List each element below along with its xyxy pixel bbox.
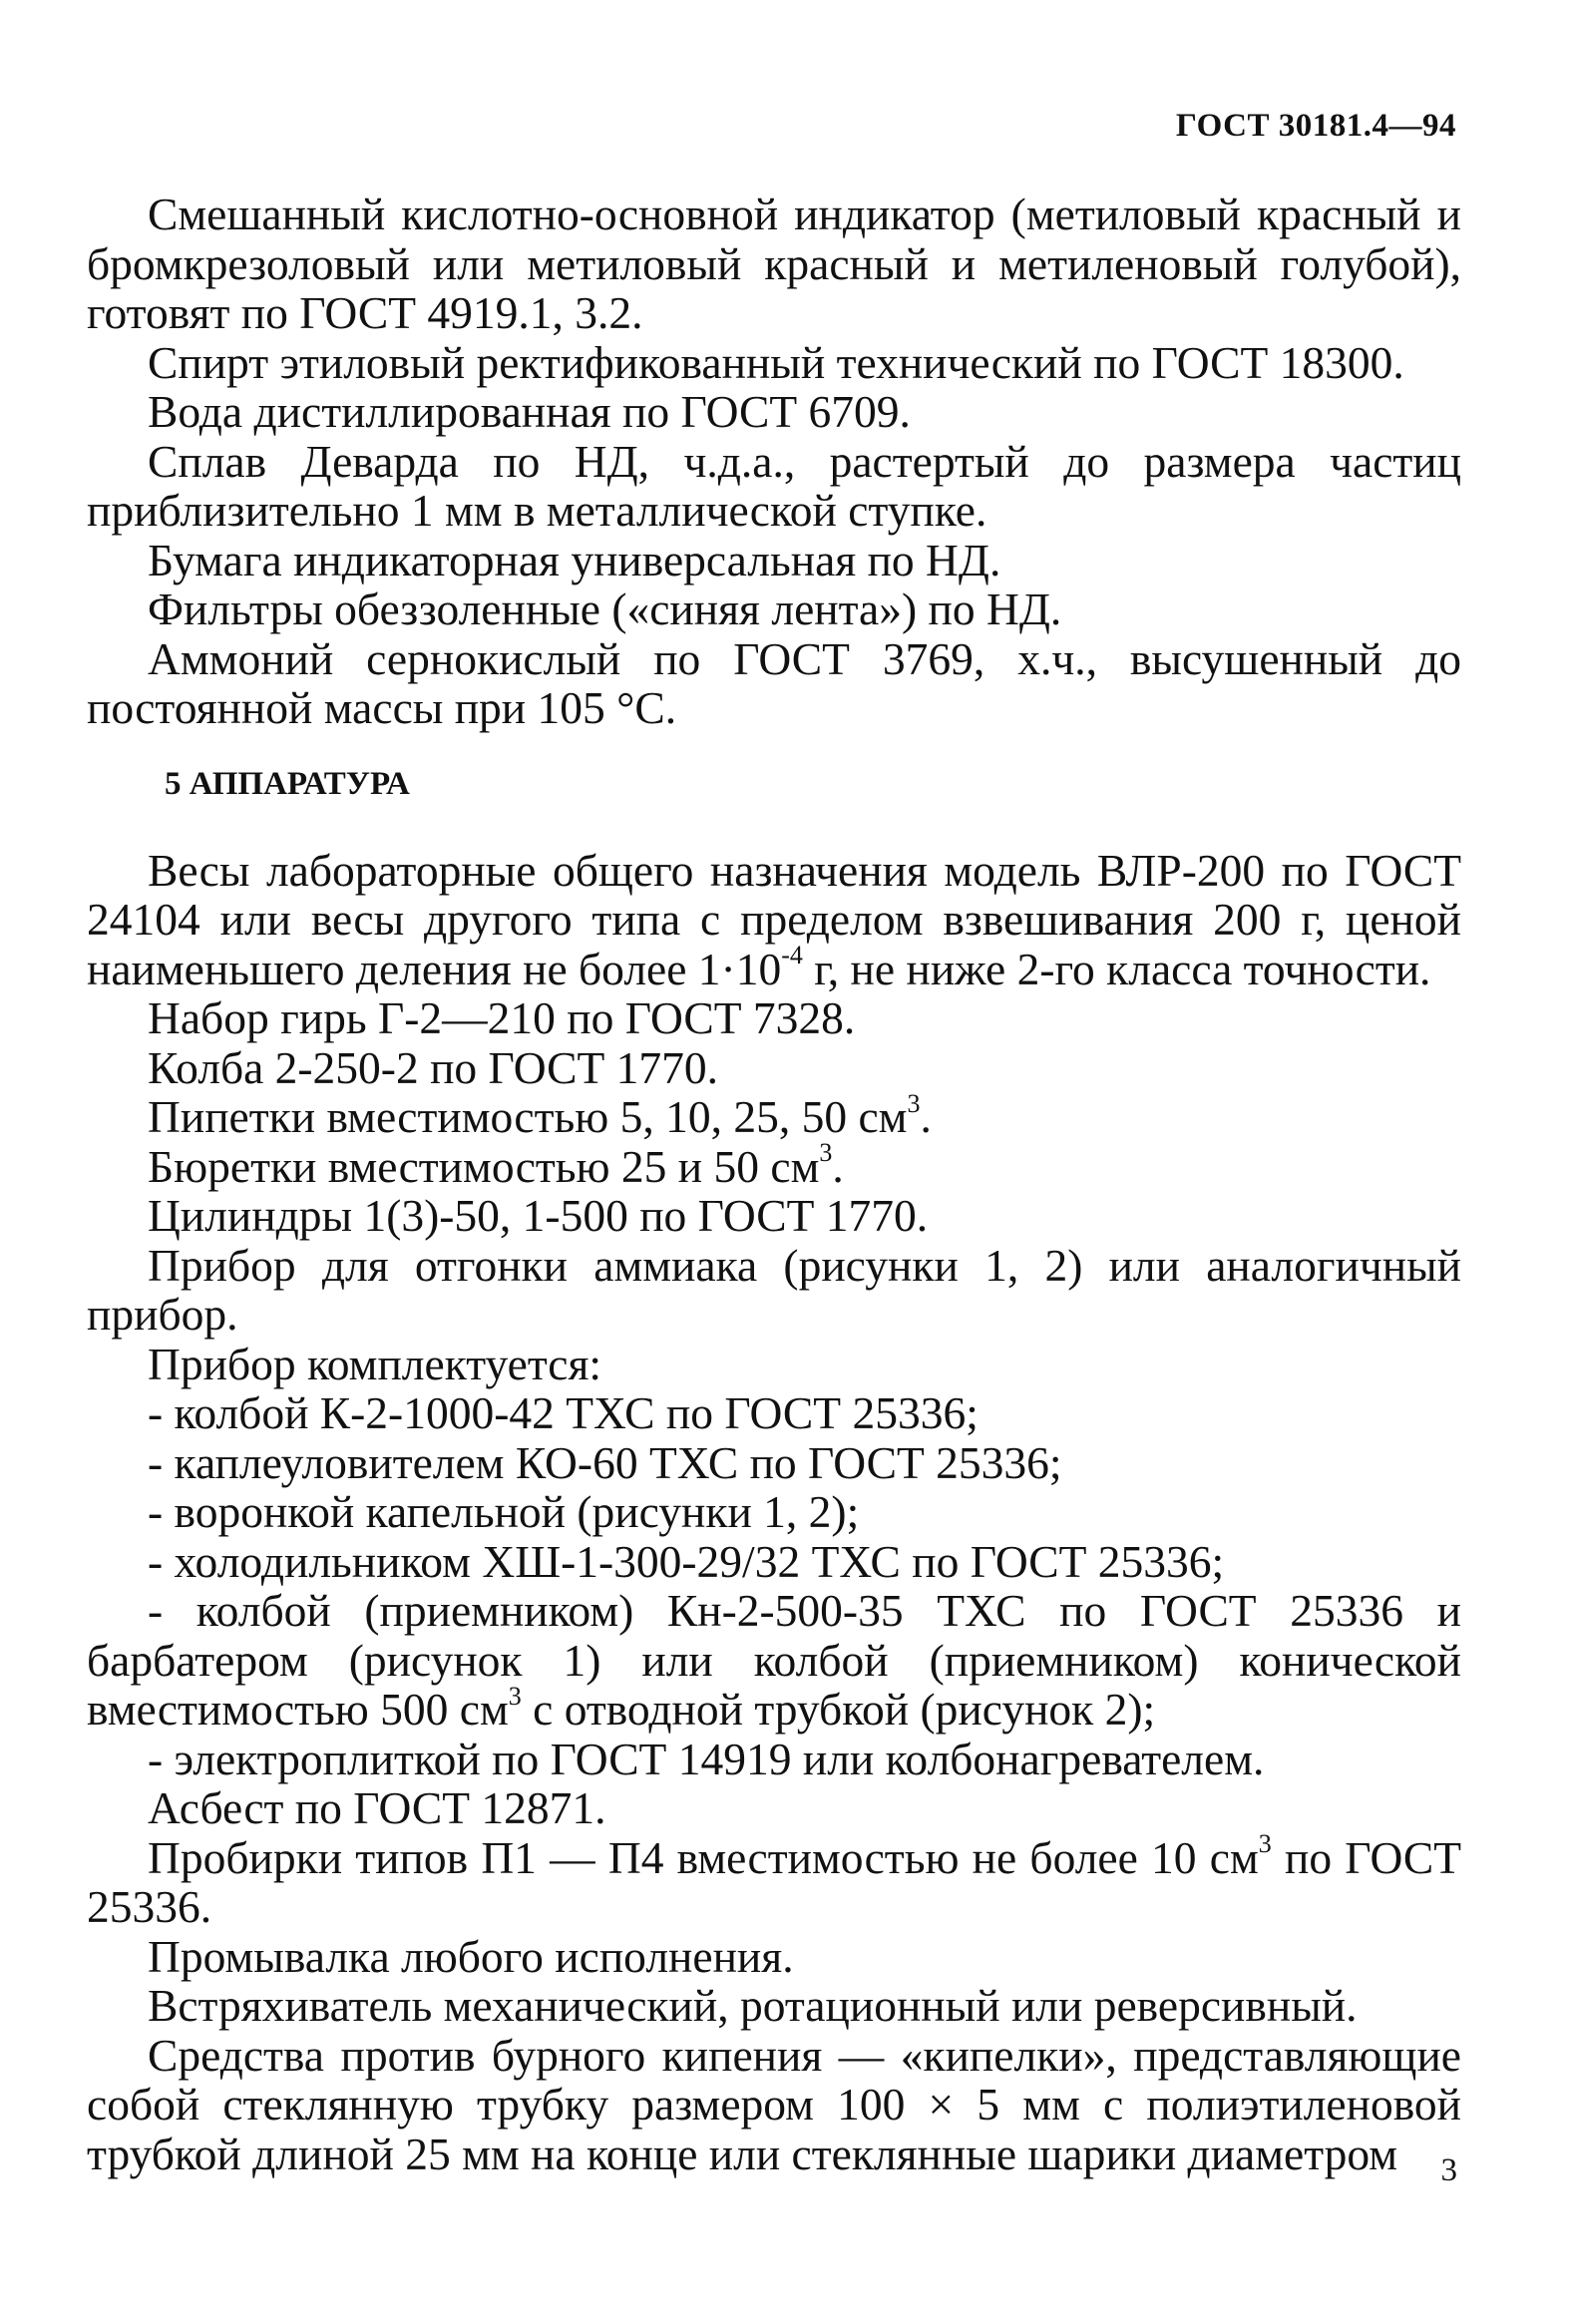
document-header (1176, 108, 1456, 145)
list-item: - электроплиткой по ГОСТ 14919 или колбонагревателем. (148, 1733, 1265, 1784)
list-item-receiver (87, 1586, 1461, 1735)
paragraph-boiling-chips: Средства против бурного кипения — «кипелки», представляющие собой стеклянную трубку размером 100 × 5 мм с полиэтиленовой трубкой длиной 25 мм на конце или стеклянные шарики диаметром (87, 2029, 1461, 2179)
tubes-text: Пробирки типов П1 — П4 вместимостью не более 10 см (148, 1831, 1259, 1883)
paragraph-distilled-water: Вода дистиллированная по ГОСТ 6709. (148, 386, 911, 437)
scales-exponent: -4 (781, 941, 803, 970)
paragraph-indicator-paper: Бумага индикаторная универсальная по НД. (148, 534, 1001, 585)
scales-text: Весы лабораторные общего назначения модель ВЛР-200 по ГОСТ 24104 или весы другого типа с пределом взвешивания 200 г, ценой наименьшего деления не более 1·10 (87, 844, 1461, 994)
section-heading-apparatus: 5 АППАРАТУРА (165, 765, 410, 802)
pipettes-exponent: 3 (907, 1088, 921, 1118)
kit-list (87, 1388, 1461, 1783)
paragraph-flask: Колба 2-250-2 по ГОСТ 1770. (148, 1041, 719, 1093)
paragraph-pipettes (87, 1088, 1461, 1142)
burettes-text-end: . (832, 1140, 844, 1192)
list-item: - воронкой капельной (рисунки 1, 2); (148, 1486, 860, 1537)
pipettes-text-end: . (920, 1091, 932, 1142)
paragraph-mixed-indicator: Смешанный кислотно-основной индикатор (метиловый красный и бромкрезоловый или метиловый красный и метиленовый голубой), готовят по ГОСТ 4919.1, 3.2. (87, 189, 1461, 338)
paragraph-test-tubes (87, 1829, 1462, 1932)
paragraph-burettes (87, 1138, 1461, 1192)
paragraph-kit-intro: Прибор комплектуется: (148, 1338, 602, 1389)
pipettes-text: Пипетки вместимостью 5, 10, 25, 50 см (148, 1091, 908, 1142)
paragraph-lab-scales (87, 846, 1461, 994)
paragraph-weights-set: Набор гирь Г-2—210 по ГОСТ 7328. (148, 992, 856, 1043)
receiver-text: - колбой (приемником) Кн-2-500-35 ТХС по ГОСТ 25336 и барбатером (рисунок 1) или колбой (приемником) конической вместимостью 500 см (87, 1585, 1461, 1735)
standard-id: ГОСТ 30181.4—94 (1175, 108, 1456, 144)
tubes-text-end: по ГОСТ 25336. (87, 1831, 1462, 1932)
paragraph-cylinders: Цилиндры 1(3)-50, 1-500 по ГОСТ 1770. (148, 1190, 929, 1241)
receiver-text-end: с отводной трубкой (рисунок 2); (521, 1684, 1156, 1735)
list-item: - холодильником ХШ-1-300-29/32 ТХС по ГОСТ 25336; (148, 1535, 1225, 1587)
burettes-text: Бюретки вместимостью 25 и 50 см (148, 1140, 820, 1192)
scales-text-end: г, не ниже 2-го класса точности. (802, 943, 1431, 994)
paragraph-ammonium-sulfate: Аммоний сернокислый по ГОСТ 3769, х.ч., высушенный до постоянной массы при 105 °С. (87, 632, 1461, 733)
paragraph-wash-bottle: Промывалка любого исполнения. (148, 1930, 794, 1982)
list-item: - колбой К-2-1000-42 ТХС по ГОСТ 25336; (148, 1387, 979, 1438)
receiver-exponent: 3 (508, 1681, 522, 1711)
paragraph-ethyl-alcohol: Спирт этиловый ректификованный технический по ГОСТ 18300. (148, 336, 1404, 388)
list-item: - каплеуловителем КО-60 ТХС по ГОСТ 25336; (148, 1436, 1062, 1488)
paragraph-ammonia-distillation-device: Прибор для отгонки аммиака (рисунки 1, 2) или аналогичный прибор. (87, 1239, 1461, 1340)
page-number: 3 (1440, 2152, 1457, 2188)
paragraph-asbestos: Асбест по ГОСТ 12871. (148, 1782, 606, 1833)
paragraph-shaker: Встряхиватель механический, ротационный или реверсивный. (148, 1980, 1358, 2031)
paragraph-ashless-filters: Фильтры обеззоленные («синяя лента») по НД. (148, 583, 1062, 634)
document-body (87, 190, 1461, 2178)
burettes-exponent: 3 (819, 1138, 833, 1168)
tubes-exponent: 3 (1258, 1829, 1272, 1859)
paragraph-devarda-alloy: Сплав Деварда по НД, ч.д.а., растертый до размера частиц приблизительно 1 мм в металлической ступке. (87, 435, 1461, 536)
